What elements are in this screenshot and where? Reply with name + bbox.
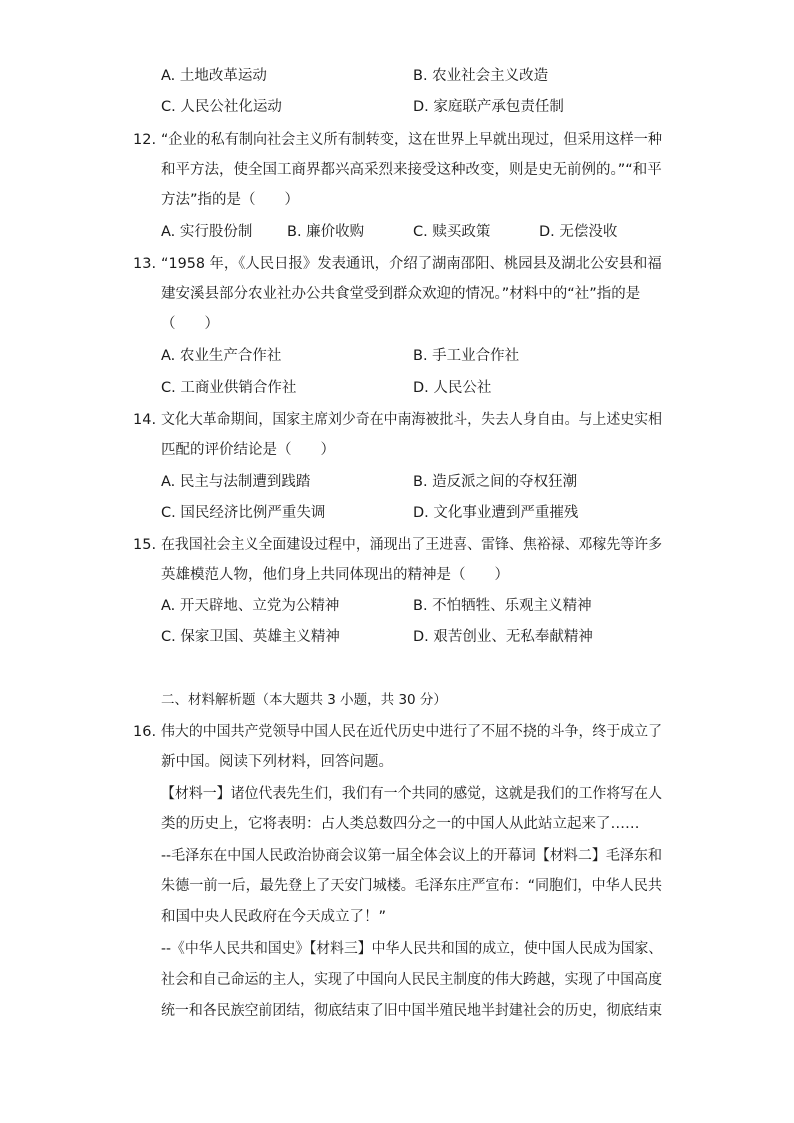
q14-option-d: D. 文化事业遭到严重摧残 <box>413 505 579 521</box>
q14-option-a: A. 民主与法制遭到践踏 <box>161 474 311 490</box>
q13-option-a: A. 农业生产合作社 <box>161 348 282 364</box>
q15-option-c: C. 保家卫国、英雄主义精神 <box>161 629 340 645</box>
q12-number: 12. <box>133 132 157 148</box>
q15-option-b: B. 不怕牺牲、乐观主义精神 <box>413 598 592 614</box>
q13-stem-line: “1958 年，《人民日报》发表通讯，介绍了湖南邵阳、桃园县及湖北公安县和福 <box>161 256 662 272</box>
q11-option-a: A. 土地改革运动 <box>161 68 267 84</box>
q16-material-line: 【材料一】诸位代表先生们，我们有一个共同的感觉，这就是我们的工作将写在人 <box>161 786 663 802</box>
q15-stem-line: 在我国社会主义全面建设过程中，涌现出了王进喜、雷锋、焦裕禄、邓稼先等许多 <box>161 537 663 553</box>
q16-material-line: 统一和各民族空前团结，彻底结束了旧中国半殖民地半封建社会的历史，彻底结束 <box>161 1003 663 1019</box>
q13-stem-line: 建安溪县部分农业社办公共食堂受到群众欢迎的情况。”材料中的“社”指的是 <box>161 286 641 302</box>
q12-option-c: C. 赎买政策 <box>413 224 491 240</box>
q13-option-d: D. 人民公社 <box>413 380 492 396</box>
q15-stem-line: 英雄模范人物，他们身上共同体现出的精神是（ ） <box>161 567 509 583</box>
q13-stem-line: （ ） <box>161 316 219 332</box>
q16-material-line: 朱德一前一后，最先登上了天安门城楼。毛泽东庄严宣布：“同胞们，中华人民共 <box>161 878 663 894</box>
q12-stem-line: 和平方法，使全国工商界都兴高采烈来接受这种改变，则是史无前例的。”“和平 <box>161 162 662 178</box>
q14-option-b: B. 造反派之间的夺权狂潮 <box>413 474 578 490</box>
q11-option-c: C. 人民公社化运动 <box>161 99 282 115</box>
q13-number: 13. <box>133 256 157 272</box>
q12-option-d: D. 无偿没收 <box>539 224 618 240</box>
q16-material-line: 类的历史上，它将表明：占人类总数四分之一的中国人从此站立起来了…… <box>161 816 640 832</box>
q11-option-d: D. 家庭联产承包责任制 <box>413 99 564 115</box>
q11-option-b: B. 农业社会主义改造 <box>413 68 549 84</box>
q16-material-line: --《中华人民共和国史》【材料三】中华人民共和国的成立，使中国人民成为国家、 <box>161 941 663 957</box>
section-heading: 二、材料解析题（本大题共 3 小题，共 30 分） <box>161 692 447 708</box>
q12-option-b: B. 廉价收购 <box>287 224 365 240</box>
q14-stem-line: 匹配的评价结论是（ ） <box>161 442 335 458</box>
q13-option-c: C. 工商业供销合作社 <box>161 380 297 396</box>
q16-text-line: 新中国。阅读下列材料，回答问题。 <box>161 754 393 770</box>
q16-material-line: 社会和自己命运的主人，实现了中国向人民民主制度的伟大跨越，实现了中国高度 <box>161 972 663 988</box>
q16-number: 16. <box>133 724 157 740</box>
q12-stem-line: “企业的私有制向社会主义所有制转变，这在世界上早就出现过，但采用这样一种 <box>161 132 663 148</box>
q16-material-line: 和国中央人民政府在今天成立了！” <box>161 909 387 925</box>
q16-material-line: --毛泽东在中国人民政治协商会议第一届全体会议上的开幕词【材料二】毛泽东和 <box>161 848 662 864</box>
q16-text-line: 伟大的中国共产党领导中国人民在近代历史中进行了不屈不挠的斗争，终于成立了 <box>161 724 663 740</box>
q14-number: 14. <box>133 412 157 428</box>
q14-option-c: C. 国民经济比例严重失调 <box>161 505 326 521</box>
q15-option-d: D. 艰苦创业、无私奉献精神 <box>413 629 593 645</box>
q13-option-b: B. 手工业合作社 <box>413 348 520 364</box>
q12-option-a: A. 实行股份制 <box>161 224 253 240</box>
q14-stem-line: 文化大革命期间，国家主席刘少奇在中南海被批斗，失去人身自由。与上述史实相 <box>161 412 663 428</box>
q15-option-a: A. 开天辟地、立党为公精神 <box>161 598 340 614</box>
q12-stem-line: 方法”指的是（ ） <box>161 192 300 208</box>
q15-number: 15. <box>133 537 157 553</box>
